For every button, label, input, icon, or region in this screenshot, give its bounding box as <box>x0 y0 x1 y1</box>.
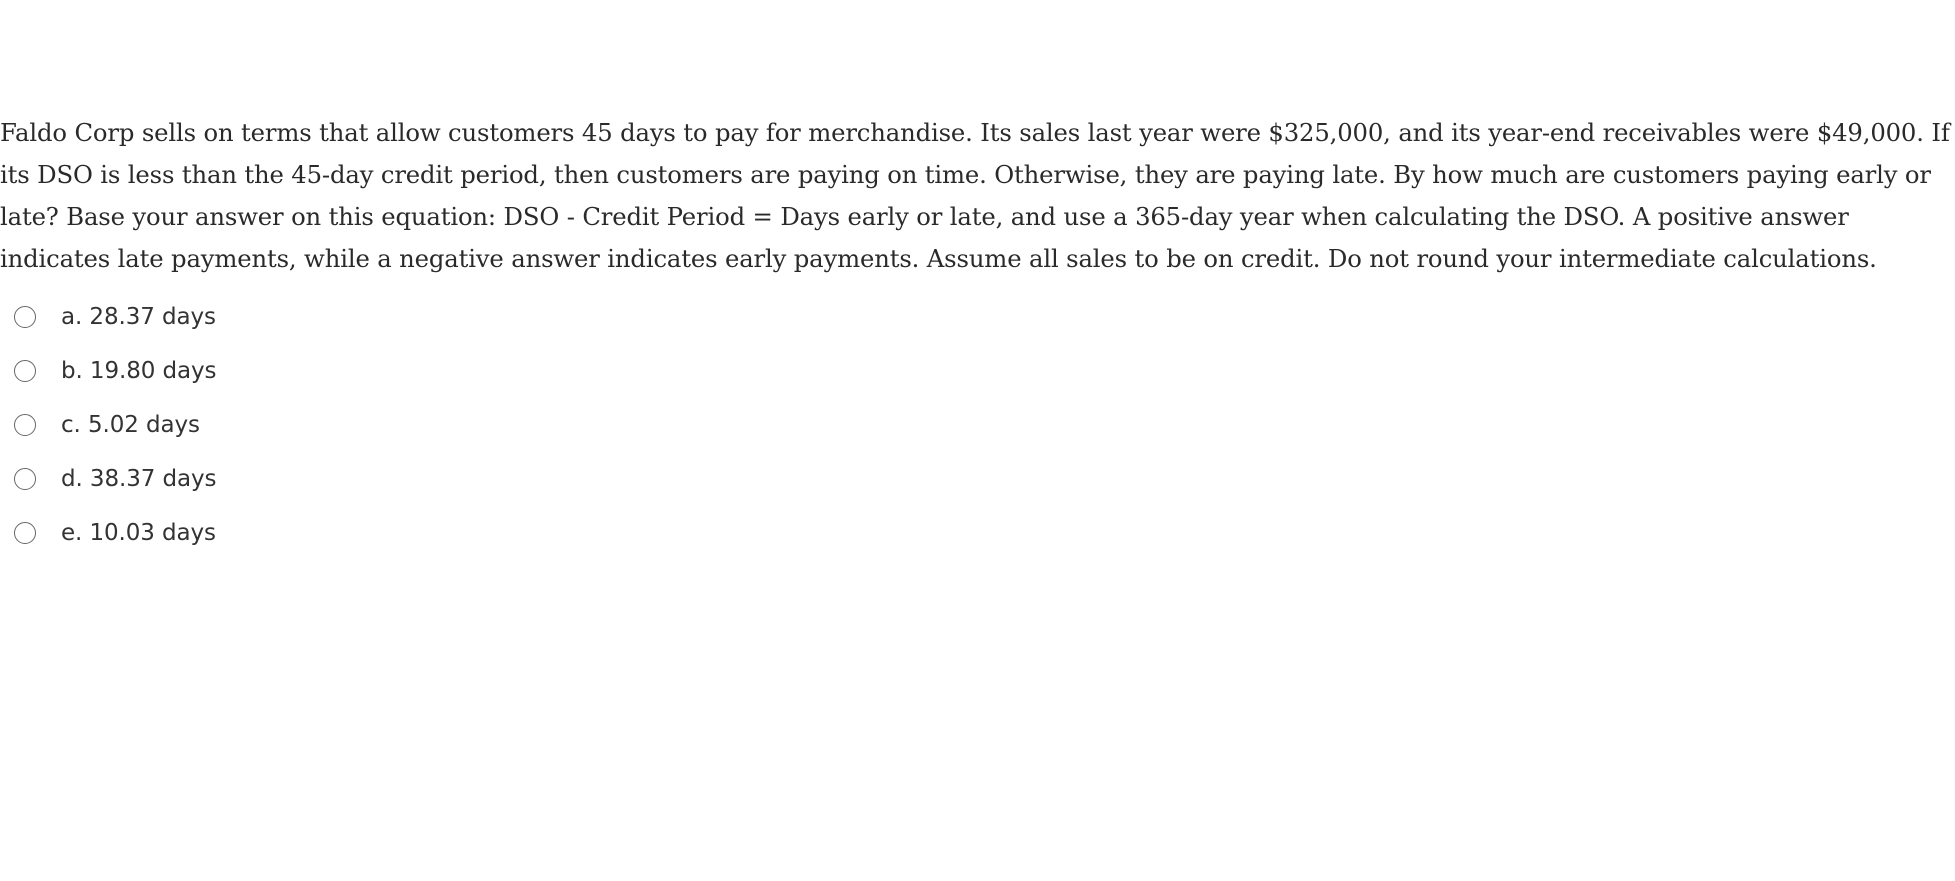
radio-button-icon[interactable] <box>14 468 36 490</box>
option-b[interactable] <box>0 344 216 398</box>
question-text: Faldo Corp sells on terms that allow customers 45 days to pay for merchandise. Its sales last year were $325,000, and its year-end receivables were $49,000. If its DSO is less than the 45-day credit period, then customers are paying on time. Otherwise, they are paying late. By how much are customers paying early or late? Base your answer on this equation: DSO - Credit Period = Days early or late, and use a 365-day year when calculating the DSO. A positive answer indicates late payments, while a negative answer indicates early payments. Assume all sales to be on credit. Do not round your intermediate calculations. <box>0 118 1950 273</box>
option-c[interactable] <box>0 398 216 452</box>
option-a[interactable] <box>0 290 216 344</box>
option-d[interactable] <box>0 452 216 506</box>
radio-button-icon[interactable] <box>14 360 36 382</box>
option-label: e. 10.03 days <box>61 520 216 546</box>
answer-options <box>0 290 216 560</box>
option-label: c. 5.02 days <box>61 412 200 438</box>
radio-button-icon[interactable] <box>14 414 36 436</box>
option-e[interactable] <box>0 506 216 560</box>
question-block <box>0 112 1955 280</box>
radio-button-icon[interactable] <box>14 522 36 544</box>
option-label: d. 38.37 days <box>61 466 217 492</box>
option-label: b. 19.80 days <box>61 358 217 384</box>
option-label: a. 28.37 days <box>61 304 216 330</box>
radio-button-icon[interactable] <box>14 306 36 328</box>
